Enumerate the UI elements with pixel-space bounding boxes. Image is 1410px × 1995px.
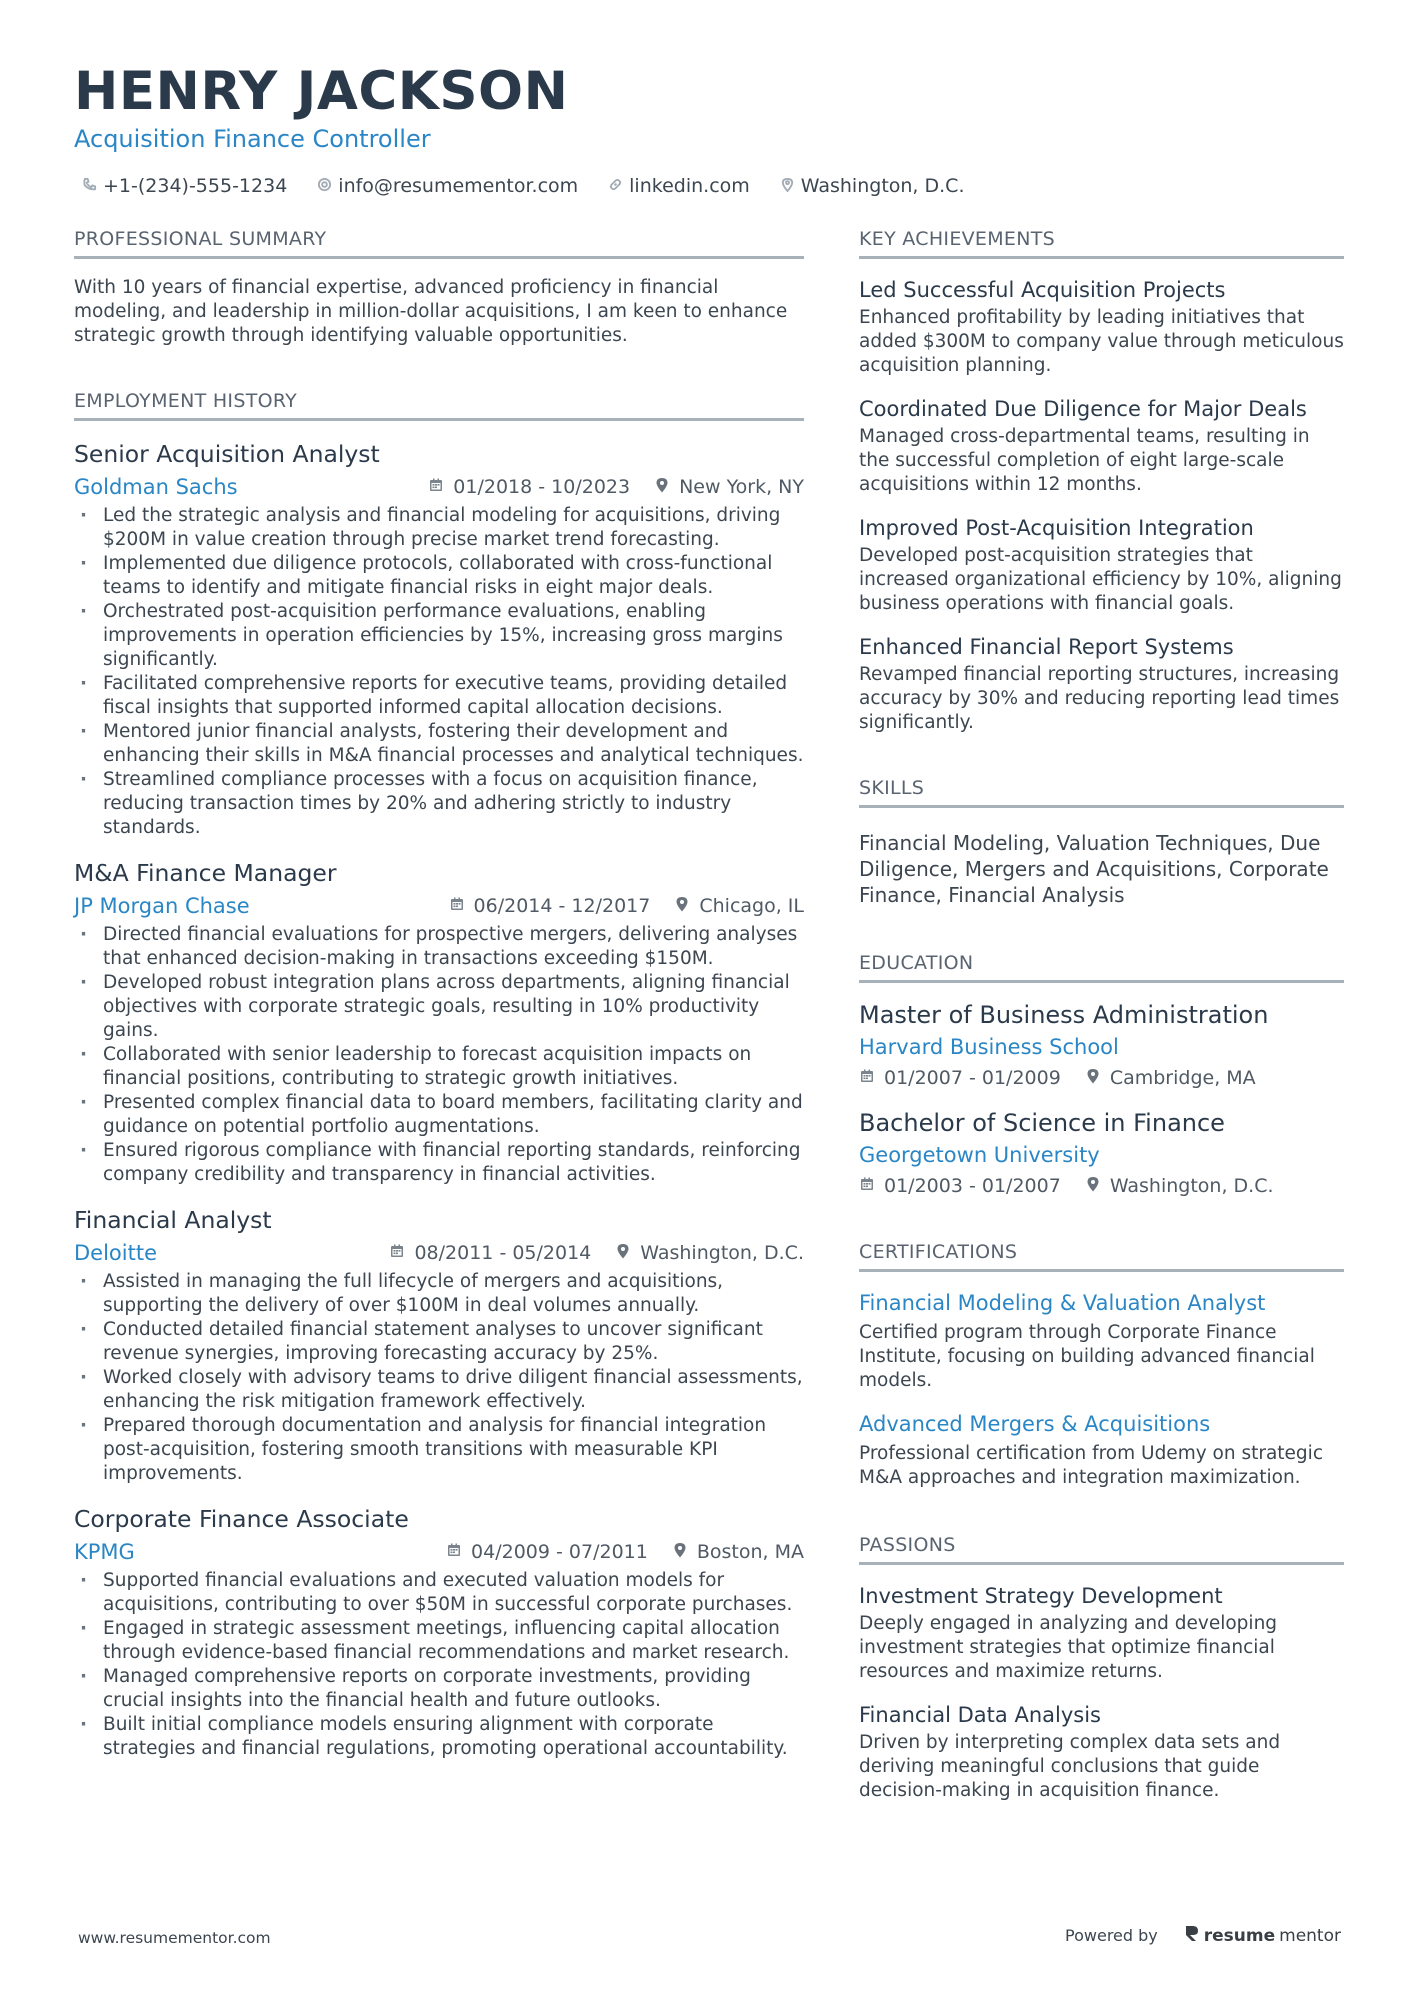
achievement-title: Enhanced Financial Report Systems [859,635,1234,659]
job-meta [74,1239,804,1267]
company-name: JP Morgan Chase [74,894,250,918]
job-bullet: · Assisted in managing the full lifecycle of mergers and acquisitions, supporting the delivery of over $100M in deal volumes annually. [74,1270,804,1318]
location-pin-icon [674,895,690,917]
job-list [74,439,804,1761]
passions-section [859,1532,1344,1803]
certification-desc: Professional certification from Udemy on strategic M&A approaches and integration maximization. [859,1443,1323,1488]
phone-text: +1-(234)-555-1234 [103,175,288,197]
job-bullet: · Built initial compliance models ensuring alignment with corporate strategies and financial regulations, promoting operational accountability. [74,1713,804,1761]
certifications-section [859,1239,1344,1490]
education-dates-text: 01/2007 - 01/2009 [884,1067,1061,1089]
job-location [654,476,804,498]
job-location [615,1242,804,1264]
passion-title: Financial Data Analysis [859,1703,1101,1727]
job-bullet: · Developed robust integration plans across departments, aligning financial objectives with corporate strategic goals, resulting in 10% productivity gains. [74,971,804,1043]
job-dates-text: 06/2014 - 12/2017 [473,895,651,917]
brand-mark-icon [1184,1924,1200,1947]
powered-by-text: Powered by [1065,1926,1158,1945]
summary-text: With 10 years of financial expertise, advanced proficiency in financial modeling, and leadership in million-dollar acquisitions, I am keen to enhance strategic growth through identifying valuable opportunities. [74,277,788,346]
contact-location [780,174,965,198]
education-dates-text: 01/2003 - 01/2007 [884,1175,1061,1197]
degree-title: Master of Business Administration [859,1001,1269,1029]
achievement-item [859,514,1344,616]
achievement-item [859,276,1344,378]
candidate-name: HENRY JACKSON [74,61,569,122]
job-dates [446,1541,648,1563]
location-pin-icon [1085,1173,1101,1199]
passion-desc: Driven by interpreting complex data sets and deriving meaningful conclusions that guide decision-making in acquisition finance. [859,1732,1281,1801]
brand-light: mentor [1279,1925,1341,1946]
job-meta-right [389,1242,804,1264]
job-title: Financial Analyst [74,1206,272,1234]
contact-phone [82,174,287,198]
job-location-text: Chicago, IL [699,895,804,917]
job-meta [74,892,804,920]
degree-title: Bachelor of Science in Finance [859,1109,1225,1137]
summary-heading: PROFESSIONAL SUMMARY [74,226,804,259]
job-entry [74,439,804,840]
job-bullet: · Supported financial evaluations and executed valuation models for acquisitions, contributing to over $50M in successful corporate purchases. [74,1569,804,1617]
company-name: Goldman Sachs [74,475,238,499]
location-pin-icon [1085,1065,1101,1091]
certification-title: Financial Modeling & Valuation Analyst [859,1291,1266,1315]
job-bullet: · Engaged in strategic assessment meetings, influencing capital allocation through evidence-based financial recommendations and market research. [74,1617,804,1665]
certification-list [859,1289,1344,1490]
calendar-icon [389,1242,405,1264]
achievement-title: Led Successful Acquisition Projects [859,278,1226,302]
certification-item [859,1410,1344,1490]
location-pin-icon [654,476,670,498]
job-bullet: · Directed financial evaluations for prospective mergers, delivering analyses that enhanced decision-making in transactions exceeding $150M. [74,923,804,971]
job-dates [389,1242,591,1264]
linkedin-text[interactable]: linkedin.com [629,175,750,197]
passion-list [859,1582,1344,1803]
job-bullet: · Managed comprehensive reports on corporate investments, providing crucial insights into the financial health and future outlooks. [74,1665,804,1713]
calendar-icon [446,1541,462,1563]
skills-section [859,775,1344,908]
job-title: Corporate Finance Associate [74,1505,409,1533]
job-bullets [74,504,804,840]
job-dates-text: 08/2011 - 05/2014 [414,1242,592,1264]
phone-icon [82,174,97,198]
job-bullets [74,1569,804,1761]
education-location [1085,1173,1274,1199]
contact-linkedin[interactable] [608,174,750,198]
education-item [859,1108,1344,1199]
passions-heading: PASSIONS [859,1532,1344,1565]
company-name: KPMG [74,1540,135,1564]
job-bullet: · Prepared thorough documentation and analysis for financial integration post-acquisition, fostering smooth transitions with measurable KPI improvements. [74,1414,804,1486]
job-location [674,895,804,917]
link-icon [608,174,623,198]
achievements-section [859,226,1344,735]
achievement-desc: Enhanced profitability by leading initiatives that added $300M to company value through meticulous acquisition planning. [859,307,1344,376]
education-section [859,950,1344,1199]
education-dates [859,1065,1061,1091]
job-bullet: · Conducted detailed financial statement analyses to uncover significant revenue synergies, improving forecasting accuracy by 25%. [74,1318,804,1366]
certifications-heading: CERTIFICATIONS [859,1239,1344,1272]
footer-website[interactable]: www.resumementor.com [78,1929,271,1947]
job-bullet: · Ensured rigorous compliance with financial reporting standards, reinforcing company credibility and transparency in financial activities. [74,1139,804,1187]
education-meta [859,1065,1344,1091]
right-column [859,226,1344,1803]
at-icon [317,174,332,198]
job-meta [74,473,804,501]
education-heading: EDUCATION [859,950,1344,983]
education-dates [859,1173,1061,1199]
job-entry [74,1504,804,1761]
email-text[interactable]: info@resumementor.com [338,175,579,197]
certification-desc: Certified program through Corporate Finance Institute, focusing on building advanced financial models. [859,1322,1315,1391]
employment-heading: EMPLOYMENT HISTORY [74,388,804,421]
job-bullets [74,1270,804,1486]
achievement-title: Coordinated Due Diligence for Major Deals [859,397,1307,421]
education-meta [859,1173,1344,1199]
education-location [1085,1065,1256,1091]
calendar-icon [859,1173,875,1199]
company-name: Deloitte [74,1241,157,1265]
passion-item [859,1582,1344,1684]
left-column [74,226,804,1761]
job-dates-text: 01/2018 - 10/2023 [453,476,631,498]
education-item [859,1000,1344,1091]
location-pin-icon [672,1541,688,1563]
employment-section [74,388,804,1761]
job-bullet: · Worked closely with advisory teams to drive diligent financial assessments, enhancing the risk mitigation framework effectively. [74,1366,804,1414]
brand-logo[interactable] [1184,1924,1341,1947]
achievement-item [859,633,1344,735]
job-meta-right [428,476,804,498]
job-bullet: · Implemented due diligence protocols, collaborated with cross-functional teams to identify and mitigate financial risks in eight major deals. [74,552,804,600]
brand-bold: resume [1203,1925,1276,1946]
passion-desc: Deeply engaged in analyzing and developing investment strategies that optimize financial resources and maximize returns. [859,1613,1278,1682]
education-location-text: Washington, D.C. [1109,1175,1274,1197]
job-dates-text: 04/2009 - 07/2011 [471,1541,648,1563]
job-meta [74,1538,804,1566]
passion-title: Investment Strategy Development [859,1584,1223,1608]
job-dates [428,476,630,498]
achievements-heading: KEY ACHIEVEMENTS [859,226,1344,259]
job-bullet: · Presented complex financial data to board members, facilitating clarity and guidance on potential portfolio augmentations. [74,1091,804,1139]
achievement-list [859,276,1344,735]
contact-email[interactable] [317,174,578,198]
job-location [672,1541,804,1563]
job-bullets [74,923,804,1187]
skills-text: Financial Modeling, Valuation Techniques, Due Diligence, Mergers and Acquisitions, Corporate Finance, Financial Analysis [859,831,1329,907]
school-name: Georgetown University [859,1143,1100,1167]
achievement-desc: Managed cross-departmental teams, resulting in the successful completion of eight large-scale acquisitions within 12 months. [859,426,1310,495]
location-text: Washington, D.C. [800,175,965,197]
job-bullet: · Orchestrated post-acquisition performance evaluations, enabling improvements in operation efficiencies by 15%, increasing gross margins significantly. [74,600,804,672]
job-entry [74,858,804,1187]
job-bullet: · Streamlined compliance processes with a focus on acquisition finance, reducing transaction times by 20% and adhering strictly to industry standards. [74,768,804,840]
job-dates [449,895,651,917]
job-meta-right [446,1541,804,1563]
education-list [859,1000,1344,1199]
job-bullet: · Led the strategic analysis and financial modeling for acquisitions, driving $200M in value creation through precise market trend forecasting. [74,504,804,552]
calendar-icon [449,895,465,917]
education-location-text: Cambridge, MA [1109,1067,1256,1089]
achievement-title: Improved Post-Acquisition Integration [859,516,1254,540]
school-name: Harvard Business School [859,1035,1119,1059]
summary-section [74,226,804,348]
job-bullet: · Collaborated with senior leadership to forecast acquisition impacts on financial positions, contributing to strategic growth initiatives. [74,1043,804,1091]
skills-heading: SKILLS [859,775,1344,808]
job-location-text: Boston, MA [696,1541,804,1563]
job-title: M&A Finance Manager [74,859,337,887]
certification-title: Advanced Mergers & Acquisitions [859,1412,1211,1436]
calendar-icon [859,1065,875,1091]
location-pin-icon [615,1242,631,1264]
candidate-role: Acquisition Finance Controller [74,125,431,153]
calendar-icon [428,476,444,498]
contact-bar [74,174,1344,198]
passion-item [859,1701,1344,1803]
achievement-desc: Developed post-acquisition strategies that increased organizational efficiency by 10%, aligning business operations with financial goals. [859,545,1342,614]
job-bullet: · Facilitated comprehensive reports for executive teams, providing detailed fiscal insights that supported informed capital allocation decisions. [74,672,804,720]
certification-item [859,1289,1344,1393]
job-meta-right [449,895,804,917]
achievement-desc: Revamped financial reporting structures, increasing accuracy by 30% and reducing reporting lead times significantly. [859,664,1340,733]
job-location-text: Washington, D.C. [640,1242,804,1264]
job-title: Senior Acquisition Analyst [74,440,380,468]
achievement-item [859,395,1344,497]
footer-powered [1065,1924,1341,1947]
resume-header [74,60,1344,198]
location-pin-icon [780,174,795,198]
job-entry [74,1205,804,1486]
job-location-text: New York, NY [679,476,804,498]
job-bullet: · Mentored junior financial analysts, fostering their development and enhancing their skills in M&A financial processes and analytical techniques. [74,720,804,768]
